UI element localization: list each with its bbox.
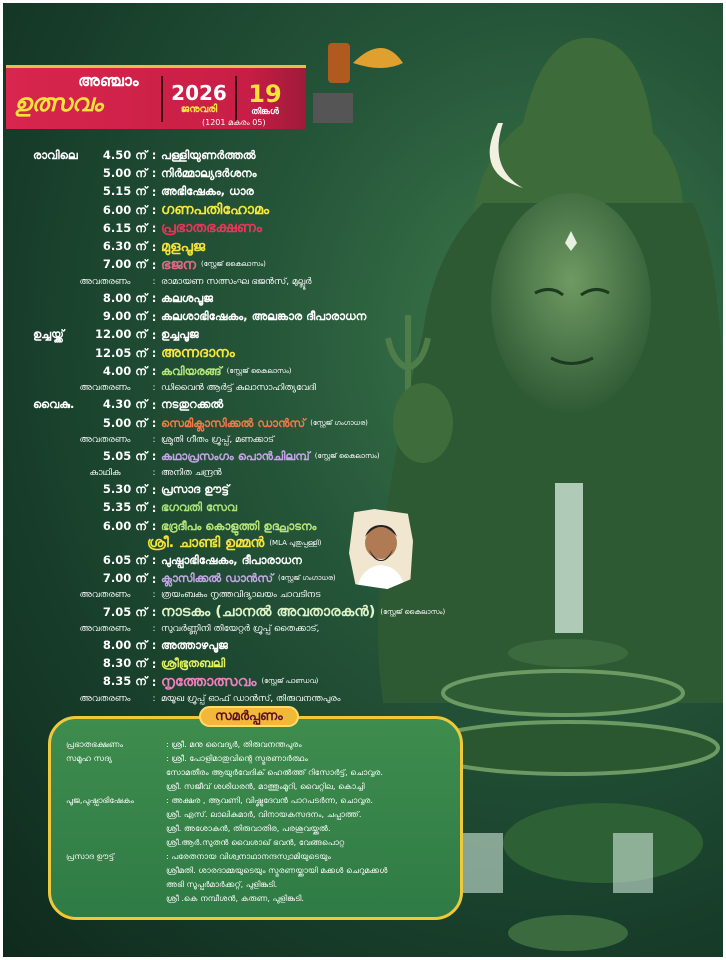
sponsor-category: [66, 765, 166, 779]
separator: :: [151, 656, 157, 671]
sponsor-row: [66, 849, 448, 863]
event-name: ശ്രീഭൂതബലി: [161, 656, 226, 671]
separator: :: [151, 364, 157, 379]
date-year-month: 2026 ജനുവരി: [171, 81, 227, 115]
event-time: 5.15 ന്: [102, 184, 147, 199]
event-name: നാടകം (ചാനൽ അവതാരകൻ): [161, 604, 376, 621]
sponsor-row: [66, 779, 448, 793]
sponsor-category: [66, 779, 166, 793]
event-name: പുഷ്പാഭിഷേകം, ദീപാരാധന: [161, 552, 302, 567]
event-time: 7.00 ന്: [102, 571, 147, 586]
festival-poster: [3, 3, 723, 957]
event-name: കഥാപ്രസംഗം പൊൻചിലമ്പ്: [161, 448, 310, 463]
event-time: 6.00 ന്: [102, 518, 147, 533]
event-time: 8.35 ന്: [102, 674, 147, 689]
guest-title: (MLA പുതുപ്പള്ളി): [269, 538, 322, 547]
program-schedule: [33, 146, 453, 706]
event-name: സുവർണ്ണിനി തിയേറ്റർ ഗ്രൂപ്പ് തൈക്കാട്,: [161, 623, 320, 634]
sponsor-name: അഭി സൂപ്പർമാർക്കറ്റ്, പുളിങ്കുടി.: [166, 879, 278, 889]
event-time: 7.05 ന്: [102, 604, 147, 619]
event-time: 5.00 ന്: [102, 415, 147, 430]
separator: :: [151, 309, 157, 324]
separator: :: [151, 482, 157, 497]
schedule-row: [33, 183, 453, 201]
schedule-row: [33, 447, 453, 465]
shivling-icon: [313, 93, 353, 123]
event-time: 6.30 ന്: [102, 239, 147, 254]
event-time: 8.00 ന്: [102, 637, 147, 652]
performer-row: [33, 381, 453, 396]
schedule-row: [33, 344, 453, 362]
sponsor-category: പ്രഭാതഭക്ഷണം: [66, 739, 124, 749]
performer-row: [33, 465, 453, 480]
event-time: 5.00 ന്: [102, 165, 147, 180]
performer-row: [33, 621, 453, 636]
festival-title: അഞ്ചാം ഉത്സവം: [14, 70, 139, 117]
separator: :: [151, 500, 157, 515]
event-name: കലശപൂജ: [161, 290, 213, 305]
separator: :: [151, 327, 157, 342]
separator: :: [151, 416, 157, 430]
stage-note: (സ്റ്റേജ് കൈലാസം): [201, 260, 266, 269]
sponsor-category: പ്രസാദ ഊട്ട്: [66, 851, 115, 861]
event-time: 7.00 ന്: [102, 257, 147, 272]
sponsor-name: : അക്ഷര , ആവണി, വിഷ്ണുദേവൻ പാറപടർന്ന, ചൊവ്വര.: [166, 795, 373, 805]
separator: :: [152, 467, 156, 478]
event-name: പ്രഭാതഭക്ഷണം: [161, 220, 262, 237]
sponsor-name: : ശ്രീ. മനു വൈദ്യർ, തിരുവനന്തപുരം: [166, 739, 302, 749]
separator: :: [151, 519, 157, 534]
separator: :: [151, 166, 157, 181]
schedule-row: [33, 655, 453, 673]
event-name: ഭഗവതി സേവ: [161, 500, 237, 515]
separator: :: [151, 674, 157, 689]
sponsor-row: [66, 807, 448, 821]
separator: :: [152, 383, 156, 394]
samarpanam-panel: [48, 709, 463, 920]
malayalam-date: (1201 മകരം 05): [202, 118, 266, 127]
schedule-row: [33, 146, 453, 164]
sponsor-category: [66, 835, 166, 849]
event-time: 4.00 ന്: [102, 363, 147, 378]
sponsor-row: [66, 835, 448, 849]
sponsor-category: [66, 807, 166, 821]
row-label: അവതരണം: [79, 276, 131, 287]
sponsor-name: ശ്രീ .കെ നമ്പീശൻ, കരുണ, പുളിങ്കുടി.: [166, 893, 305, 903]
row-label: കാഥിക: [89, 467, 121, 478]
sponsor-name: ശ്രീ. എസ്. ലാലികുമാർ, വിനായകസദനം, ചപ്പാത്ത്.: [166, 809, 362, 819]
event-name: നിർമ്മാല്യദർശനം: [161, 165, 257, 180]
sponsor-category: സമൂഹ സദ്യ: [66, 753, 112, 763]
time-period: ഉച്ചയ്ക്ക്: [33, 327, 64, 342]
separator: :: [151, 346, 157, 361]
stage-note: (സ്റ്റേജ് കൈലാസം): [380, 607, 446, 616]
sponsor-row: [66, 891, 448, 905]
event-name: അനിത ചന്ദ്രൻ: [161, 467, 222, 478]
waterfall: [555, 483, 583, 633]
stage-note: (സ്റ്റേജ് ഗംഗാധര): [278, 574, 336, 583]
schedule-row: [33, 362, 453, 380]
sponsor-row: [66, 821, 448, 835]
separator: :: [151, 203, 157, 218]
event-name: കലശാഭിഷേകം, അലങ്കാര ദീപാരാധന: [161, 309, 367, 324]
schedule-row: [33, 219, 453, 237]
performer-row: [33, 691, 453, 706]
separator: :: [151, 148, 157, 163]
sponsor-name: : ശ്രീ. പോളിമാതുവിന്റെ സ്മരണാർത്ഥം: [166, 753, 308, 763]
sponsor-name: ശ്രീ. സജീവ് ശശിധരൻ, മാത്തുംമൂറി, വൈറ്റില, കൊച്ചി: [166, 781, 365, 791]
separator: :: [151, 239, 157, 254]
separator: :: [151, 638, 157, 653]
row-label: അവതരണം: [79, 383, 131, 394]
event-name: അന്നദാനം: [161, 345, 235, 362]
row-label: അവതരണം: [79, 590, 131, 601]
sponsor-category: [66, 877, 166, 891]
stage-note: (സ്റ്റേജ് കൈലാസം): [226, 366, 292, 375]
sponsor-category: പൂജ,പുഷ്പാഭിഷേകം: [66, 795, 134, 805]
stage-note: (സ്റ്റേജ് ഗംഗാധര): [310, 418, 368, 427]
schedule-row: [33, 414, 453, 432]
event-name: രാമായണ സത്സംഘ ഭജൻസ്, മുല്ലൂർ: [161, 276, 312, 287]
fountain: [508, 639, 628, 667]
separator: :: [152, 276, 156, 287]
divider: [161, 76, 163, 122]
schedule-row: [33, 603, 453, 621]
schedule-row: [33, 326, 453, 344]
schedule-row: [33, 237, 453, 255]
event-name: ത്രയംബകം നൃത്തവിദ്യാലയം ചാവടിനട: [161, 590, 321, 601]
event-name: ശ്രുതി ഗീതം ഗ്രൂപ്പ്, മണക്കാട്: [161, 434, 275, 445]
sponsor-name: സോമതീരം ആയുർവേദിക് ഹെൽത്ത് റിസോർട്ട്, ചൊവ്വര.: [166, 767, 384, 777]
separator: :: [151, 221, 157, 236]
event-time: 8.00 ന്: [102, 290, 147, 305]
shiva-face: [491, 193, 651, 413]
event-time: 4.30 ന്: [102, 397, 147, 412]
separator: :: [151, 397, 157, 412]
festival-banner: [6, 65, 306, 129]
event-name: ഡിവൈൻ ആർട്ട് കലാസാഹിത്യവേദി: [161, 383, 316, 394]
schedule-row: [33, 289, 453, 307]
time-period: രാവിലെ: [33, 147, 78, 162]
divider: [235, 76, 237, 122]
event-name: ഭദ്രദീപം കൊളുത്തി ഉദ്ഘാടനം: [161, 518, 317, 533]
samarpanam-title: സമർപ്പണം: [199, 706, 299, 727]
separator: :: [151, 605, 157, 620]
event-name: കവിയരങ്ങ്: [161, 363, 222, 378]
event-name: സെമിക്ലാസിക്കൽ ഡാൻസ്: [161, 415, 306, 430]
separator: :: [152, 693, 156, 704]
row-label: അവതരണം: [79, 623, 131, 634]
separator: :: [151, 553, 157, 568]
separator: :: [151, 571, 157, 586]
guest-photo: [349, 509, 413, 589]
damaru-icon: [328, 43, 403, 83]
event-time: 6.00 ന്: [102, 202, 147, 217]
event-name: മയൂഖ ഗ്രൂപ്പ് ഓഫ് ഡാൻസ്, തിരുവനന്തപുരം: [161, 693, 341, 704]
event-name: അഭിഷേകം, ധാര: [161, 184, 254, 199]
event-time: 5.30 ന്: [102, 482, 147, 497]
schedule-row: [33, 636, 453, 654]
row-label: അവതരണം: [79, 434, 131, 445]
time-period: വൈകു.: [33, 397, 75, 412]
event-name: ഉച്ചപൂജ: [161, 327, 199, 342]
sponsor-category: [66, 891, 166, 905]
sponsor-category: [66, 863, 166, 877]
sponsor-row: [66, 751, 448, 765]
sponsor-row: [66, 863, 448, 877]
event-name: പ്രസാദ ഊട്ട്: [161, 482, 229, 497]
schedule-row: [33, 201, 453, 219]
schedule-row: [33, 673, 453, 691]
event-time: 9.00 ന്: [102, 309, 147, 324]
schedule-row: [33, 256, 453, 274]
stage-note: (സ്റ്റേജ് കൈലാസം): [314, 451, 380, 460]
guest-name: ശ്രീ. ചാണ്ടി ഉമ്മൻ: [147, 535, 265, 552]
separator: :: [151, 184, 157, 199]
event-name: അത്താഴപൂജ: [161, 637, 228, 652]
event-time: 8.30 ന്: [102, 656, 147, 671]
separator: :: [152, 623, 156, 634]
event-name: നടതുറക്കൽ: [161, 397, 224, 412]
schedule-row: [33, 396, 453, 414]
schedule-row: [33, 480, 453, 498]
row-label: അവതരണം: [79, 693, 131, 704]
separator: :: [152, 434, 156, 445]
sponsor-name: ശ്രീമതി. ശാരദാമ്മയുടെയും സ്മരണയ്ക്കായി മക്കൾ ചെറുമക്കൾ: [166, 865, 388, 875]
event-name: ക്ലാസിക്കൽ ഡാൻസ്: [161, 571, 273, 586]
hair-bun: [473, 38, 683, 213]
separator: :: [151, 291, 157, 306]
event-time: 6.15 ന്: [102, 220, 147, 235]
sponsor-category: [66, 821, 166, 835]
schedule-row: [33, 307, 453, 325]
separator: :: [151, 449, 157, 464]
sponsor-name: : പരേതനായ വിശ്വനാഥാനന്ദസ്വാമിയുടെയും: [166, 851, 331, 861]
event-name: മുളപൂജ: [161, 238, 206, 255]
sponsor-row: [66, 765, 448, 779]
separator: :: [152, 590, 156, 601]
event-time: 5.05 ന്: [102, 448, 147, 463]
sponsor-row: [66, 877, 448, 891]
event-time: 12.00 ന്: [95, 327, 148, 342]
stage-note: (സ്റ്റേജ് പാണ്ഡവ): [261, 677, 319, 686]
performer-row: [33, 432, 453, 447]
sponsor-name: ശ്രീ.ആർ.സുതൻ വൈശാഖ് ഭവൻ, വേങ്ങപൊറ്റ: [166, 837, 345, 847]
event-time: 5.35 ന്: [102, 500, 147, 515]
event-name: പള്ളിയുണർത്തൽ: [161, 147, 256, 162]
sponsor-row: [66, 737, 448, 751]
event-name: നൃത്തോത്സവം: [161, 673, 257, 690]
event-time: 12.05 ന്: [95, 345, 148, 360]
sponsor-name: ശ്രീ. അശോകൻ, തിരുവാതിര, പരശുവയ്ക്കൽ.: [166, 823, 331, 833]
schedule-row: [33, 164, 453, 182]
separator: :: [151, 257, 157, 272]
date-day: 19 തിങ്കൾ: [248, 79, 282, 117]
performer-row: [33, 588, 453, 603]
event-name: ഗണപതിഹോമം: [161, 202, 270, 219]
performer-row: [33, 274, 453, 289]
event-time: 6.05 ന്: [102, 552, 147, 567]
sponsor-row: [66, 793, 448, 807]
event-time: 4.50 ന്: [102, 147, 147, 162]
event-name: ഭജന: [161, 256, 196, 273]
